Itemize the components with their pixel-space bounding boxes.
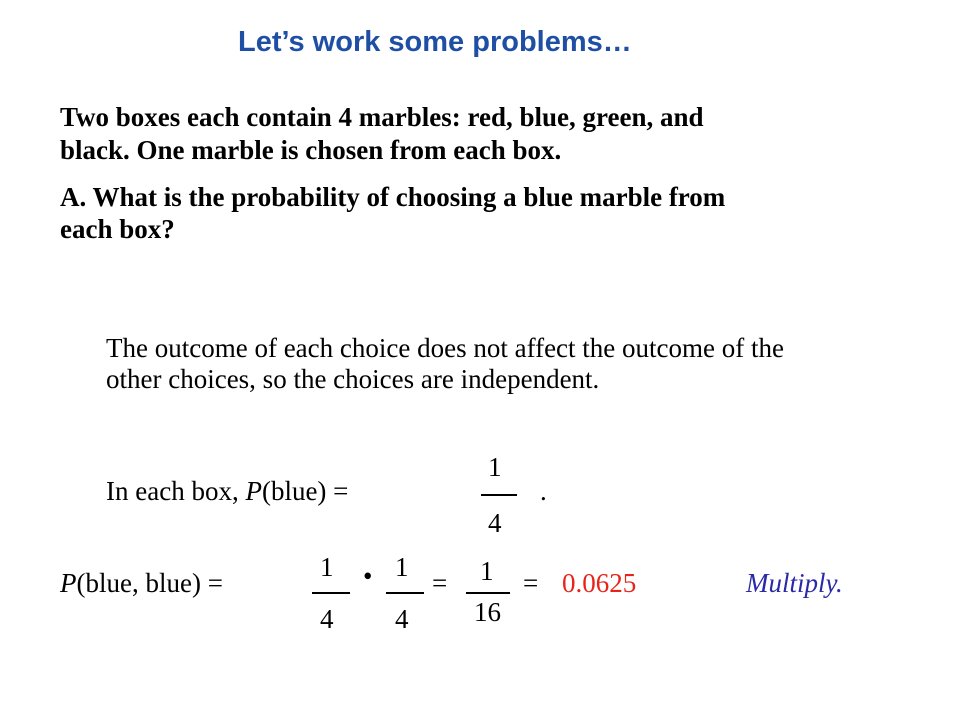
- question-line-1: A. What is the probability of choosing a blue marble from: [60, 182, 726, 212]
- fraction-3-denominator: 16: [474, 597, 501, 627]
- multiply-dot: •: [363, 561, 373, 591]
- problem-line-2: black. One marble is chosen from each box.: [60, 135, 562, 165]
- fraction-2-bar: [386, 592, 424, 594]
- multiply-note: Multiply.: [746, 568, 843, 598]
- each-box-numerator: 1: [488, 452, 502, 482]
- question-line-2: each box?: [60, 214, 175, 244]
- answer-value: 0.0625: [562, 568, 637, 598]
- fraction-2-denominator: 4: [395, 604, 409, 634]
- fraction-1-numerator: 1: [320, 552, 334, 582]
- each-box-rest: (blue) =: [261, 476, 349, 506]
- fraction-2-numerator: 1: [395, 552, 409, 582]
- each-box-prefix: In each box,: [106, 476, 246, 506]
- equals-sign-2: =: [523, 568, 539, 598]
- each-box-period: .: [540, 476, 547, 506]
- equals-sign-1: =: [432, 568, 448, 598]
- explanation-line-1: The outcome of each choice does not affect the outcome of the: [106, 333, 784, 363]
- fraction-3-bar: [466, 592, 510, 594]
- fraction-1-denominator: 4: [320, 604, 334, 634]
- each-box-statement: [106, 476, 348, 507]
- product-rest: (blue, blue) =: [76, 568, 223, 598]
- product-p-symbol: P: [60, 568, 77, 598]
- product-statement: [60, 568, 223, 599]
- problem-line-1: Two boxes each contain 4 marbles: red, blue, green, and: [60, 102, 704, 132]
- each-box-fraction-bar: [481, 494, 517, 496]
- fraction-1-bar: [312, 592, 350, 594]
- each-box-denominator: 4: [488, 508, 502, 538]
- page-title: Let’s work some problems…: [238, 26, 632, 58]
- fraction-3-numerator: 1: [480, 556, 494, 586]
- explanation-line-2: other choices, so the choices are independent.: [106, 364, 600, 394]
- each-box-p-symbol: P: [245, 476, 262, 506]
